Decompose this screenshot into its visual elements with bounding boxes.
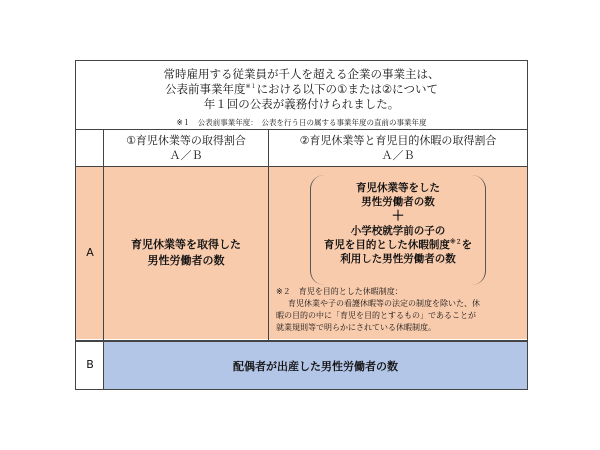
column-2-formula: Ａ／Ｂ — [381, 149, 415, 162]
row-a-col2-line3: 小学校就学前の子の — [350, 225, 446, 237]
row-a-col2-line4-pre: 育児を目的とした休暇制度 — [323, 239, 450, 251]
plus-sign: ＋ — [391, 209, 405, 224]
row-a-col1-line2: 男性労働者の数 — [147, 254, 225, 267]
divider-label-column — [103, 129, 104, 389]
row-a-label: A — [86, 246, 94, 259]
column-header-2 — [269, 133, 527, 163]
footnote-1: ※１ 公表前事業年度： 公表を行う日の属する事業年度の直前の事業年度 — [176, 118, 427, 127]
row-a-col2-line4 — [282, 238, 514, 252]
row-a-col1-text — [104, 237, 268, 269]
row-a-col1-line1: 育児休業等を取得した — [131, 238, 241, 251]
row-b-text: 配偶者が出産した男性労働者の数 — [233, 360, 398, 373]
header-footnote-mark: ※１ — [245, 83, 257, 91]
header-line-2-post: における以下の①または②について — [256, 82, 438, 96]
row-a-col2-line4-post: を — [461, 239, 473, 251]
row-a-col2-line5: 利用した男性労働者の数 — [340, 253, 456, 265]
footnote-2-line1: 育児休業や子の看護休暇等の法定の制度を除いた、休 — [288, 299, 480, 308]
footnote-2-line3: 就業規則等で明らかにされている休暇制度。 — [276, 323, 436, 332]
header-line-2 — [76, 82, 527, 97]
divider-column-header — [76, 166, 527, 167]
divider-row-a-b — [76, 340, 527, 342]
policy-table — [75, 60, 528, 390]
divider-header — [76, 129, 527, 130]
column-header-1 — [104, 133, 268, 163]
footnote-2-title: ※２ 育児を目的とした休暇制度： — [276, 287, 403, 296]
footnote-2 — [276, 286, 524, 334]
column-1-title: ①育児休業等の取得割合 — [126, 134, 246, 147]
row-a-col2-line2: 男性労働者の数 — [361, 196, 435, 208]
column-2-title: ②育児休業等と育児目的休暇の取得割合 — [299, 134, 497, 147]
column-1-formula: Ａ／Ｂ — [169, 149, 203, 162]
divider-columns — [268, 129, 269, 341]
header-line-1: 常時雇用する従業員が千人を超える企業の事業主は、 — [163, 67, 440, 81]
header-line-2-pre: 公表前事業年度 — [165, 82, 246, 96]
footnote-2-mark: ※２ — [449, 238, 462, 246]
row-a-col2-formula — [282, 181, 514, 266]
header-line-3: 年１回の公表が義務付けられました。 — [203, 97, 400, 111]
row-b-label: B — [86, 358, 94, 371]
footnote-2-line2: 暇の目的の中に「育児を目的とするもの」であることが — [276, 311, 476, 320]
row-a-col2-line1: 育児休業等をした — [356, 182, 440, 194]
